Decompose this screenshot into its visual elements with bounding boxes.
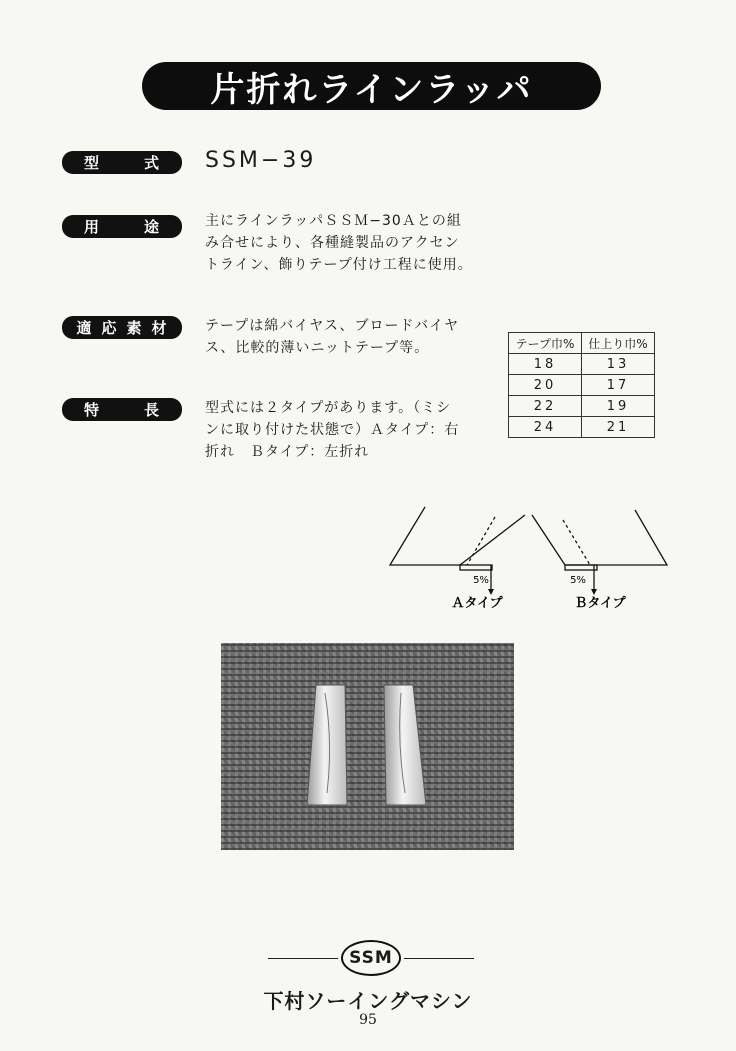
spec-table — [508, 332, 655, 438]
type-b-tape — [565, 565, 597, 570]
label-material — [62, 316, 182, 339]
table-cell: 17 — [582, 375, 655, 396]
footer-rule-right — [404, 958, 474, 959]
label-char: 長 — [143, 401, 160, 419]
label-use — [62, 215, 182, 238]
column-header: テープ巾% — [509, 333, 582, 354]
table-row — [509, 354, 655, 375]
table-row — [509, 417, 655, 438]
label-char: 素 — [126, 319, 143, 337]
footer-rule-left — [268, 958, 338, 959]
table-cell: 18 — [509, 354, 582, 375]
type-b-label: Ｂタイプ — [574, 596, 626, 611]
type-b-dimension: 5% — [570, 575, 586, 586]
label-char: 途 — [143, 218, 160, 236]
company-name: 下村ソーイングマシン — [263, 989, 473, 1013]
page-title: 片折れラインラッパ — [142, 62, 601, 110]
label-char: 特 — [84, 401, 101, 419]
table-row — [509, 375, 655, 396]
label-char: 応 — [101, 319, 118, 337]
folder-attachments-image — [221, 643, 514, 850]
product-photo — [221, 643, 514, 850]
table-cell: 21 — [582, 417, 655, 438]
type-a-dimension: 5% — [473, 575, 489, 586]
table-cell: 19 — [582, 396, 655, 417]
column-header: 仕上り巾% — [582, 333, 655, 354]
type-b-arrowhead — [591, 589, 597, 595]
folder-a-part — [307, 685, 347, 805]
label-model — [62, 151, 182, 174]
company-logo: SSM — [341, 940, 401, 976]
table-header-row — [509, 333, 655, 354]
model-number: SSM−39 — [205, 148, 317, 173]
material-text: テープは綿バイヤス、ブロードバイヤ ス、比較的薄いニットテープ等。 — [205, 318, 460, 356]
type-b-fold-line — [563, 520, 590, 565]
label-char: 用 — [84, 218, 101, 236]
table-cell: 20 — [509, 375, 582, 396]
table-row — [509, 396, 655, 417]
folder-b-part — [384, 685, 426, 805]
label-char: 式 — [143, 154, 160, 172]
use-text: 主にラインラッパＳＳＭ−30Ａとの組 み合せにより、各種縫製品のアクセン トライン、飾りテープ付け工程に使用。 — [205, 213, 473, 273]
label-char: 適 — [76, 319, 93, 337]
table-cell: 24 — [509, 417, 582, 438]
type-a-label: Ａタイプ — [451, 596, 503, 611]
type-b-outline — [532, 510, 667, 565]
table-cell: 13 — [582, 354, 655, 375]
type-a-arrowhead — [488, 589, 494, 595]
label-features — [62, 398, 182, 421]
fold-diagram — [385, 505, 675, 615]
page-number: 95 — [359, 1012, 377, 1028]
features-text: 型式には２タイプがあります。（ミシ ンに取り付けた状態で）Ａタイプ：右 折れ Ｂタイプ：左折れ — [205, 400, 460, 460]
table-cell: 22 — [509, 396, 582, 417]
type-a-tape — [460, 565, 492, 570]
label-char: 型 — [84, 154, 101, 172]
type-a-outline — [390, 507, 525, 565]
label-char: 材 — [151, 319, 168, 337]
